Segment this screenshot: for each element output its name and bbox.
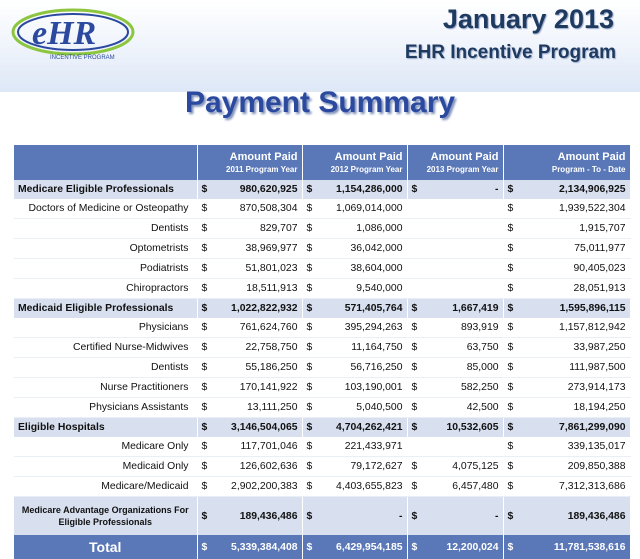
- row-label: Medicare Only: [14, 437, 197, 457]
- currency-symbol: $: [411, 541, 418, 553]
- currency-symbol: $: [306, 422, 313, 433]
- col-header-2013: [407, 145, 503, 180]
- currency-symbol: $: [507, 303, 514, 314]
- currency-symbol: $: [201, 441, 208, 452]
- amount: 63,750: [466, 342, 499, 353]
- amount: 2,902,200,383: [231, 481, 298, 492]
- currency-symbol: $: [201, 342, 208, 353]
- currency-symbol: $: [201, 243, 208, 254]
- currency-symbol: $: [507, 382, 514, 393]
- amount: 85,000: [466, 362, 499, 373]
- amount: 1,086,000: [356, 223, 403, 234]
- currency-symbol: $: [306, 184, 313, 195]
- currency-symbol: $: [306, 402, 313, 413]
- col-header-line2: 2012 Program Year: [330, 165, 403, 174]
- amount-cell-2011: [197, 299, 302, 319]
- header-blank-cell: [14, 145, 197, 180]
- amount: 18,194,250: [573, 402, 626, 413]
- currency-symbol: $: [507, 283, 514, 294]
- amount: 90,405,023: [573, 263, 626, 274]
- amount-cell-to-date: [503, 378, 630, 398]
- page-title: Payment Summary: [184, 86, 456, 119]
- table-header-row: [14, 145, 630, 180]
- currency-symbol: $: [507, 243, 514, 254]
- amount: 117,701,046: [240, 441, 298, 452]
- currency-symbol: $: [411, 382, 418, 393]
- amount: 2,134,906,925: [559, 184, 626, 195]
- currency-symbol: $: [507, 362, 514, 373]
- amount: 395,294,263: [344, 322, 403, 333]
- amount-cell-2011: [197, 259, 302, 279]
- currency-symbol: $: [507, 422, 514, 433]
- row-label: Chiropractors: [14, 279, 197, 299]
- amount-cell-2012: [302, 378, 407, 398]
- amount: 56,716,250: [350, 362, 403, 373]
- amount: 22,758,750: [245, 342, 298, 353]
- col-header-line1: Amount Paid: [557, 151, 626, 163]
- amount: 582,250: [460, 382, 499, 393]
- currency-symbol: $: [306, 223, 313, 234]
- amount: 75,011,977: [574, 243, 626, 254]
- currency-symbol: $: [306, 243, 313, 254]
- amount-cell-2012: [302, 239, 407, 259]
- table-row: [14, 199, 630, 219]
- amount-cell-2013: [407, 259, 503, 279]
- amount-cell-2011: [197, 477, 302, 497]
- currency-symbol: $: [411, 322, 418, 333]
- table-row: [14, 259, 630, 279]
- row-label: Physicians: [14, 318, 197, 338]
- ehr-logo: [8, 4, 138, 64]
- currency-symbol: $: [507, 510, 514, 522]
- currency-symbol: $: [507, 263, 514, 274]
- amount-cell-2012: [302, 497, 407, 536]
- currency-symbol: $: [507, 184, 514, 195]
- payment-summary-table: [14, 145, 631, 559]
- amount-cell-2012: [302, 477, 407, 497]
- currency-symbol: $: [507, 481, 514, 492]
- currency-symbol: $: [306, 303, 313, 314]
- amount-cell-2011: [197, 338, 302, 358]
- amount-cell-2013: [407, 497, 503, 536]
- row-label: Medicaid Eligible Professionals: [14, 299, 197, 319]
- row-label: Eligible Hospitals: [14, 418, 197, 438]
- table-row: [14, 239, 630, 259]
- amount-cell-2012: [302, 437, 407, 457]
- table-row: [14, 338, 630, 358]
- amount: 4,403,655,823: [336, 481, 403, 492]
- amount-cell-to-date: [503, 219, 630, 239]
- row-label: Medicare Advantage Organizations For Eligible Professionals: [14, 497, 197, 536]
- amount-cell-2013: [407, 437, 503, 457]
- amount: 9,540,000: [356, 283, 403, 294]
- currency-symbol: $: [411, 510, 418, 522]
- currency-symbol: $: [201, 283, 208, 294]
- amount-cell-2012: [302, 418, 407, 438]
- currency-symbol: $: [201, 422, 208, 433]
- currency-symbol: $: [201, 362, 208, 373]
- amount-cell-2011: [197, 180, 302, 199]
- table-row: [14, 378, 630, 398]
- amount-cell-2012: [302, 279, 407, 299]
- amount-cell-to-date: [503, 338, 630, 358]
- amount-cell-2012: [302, 299, 407, 319]
- ehr-logo-graphic: [8, 4, 138, 64]
- amount-cell-2011: [197, 378, 302, 398]
- table-row: [14, 358, 630, 378]
- amount: -: [399, 510, 403, 522]
- currency-symbol: $: [306, 541, 313, 553]
- amount: 5,339,384,408: [231, 541, 298, 553]
- amount: 103,190,001: [344, 382, 403, 393]
- amount-cell-2011: [197, 199, 302, 219]
- amount: -: [495, 510, 499, 522]
- amount: 4,704,262,421: [336, 422, 403, 433]
- currency-symbol: $: [201, 303, 208, 314]
- col-header-line2: 2011 Program Year: [226, 165, 298, 174]
- currency-symbol: $: [201, 541, 208, 553]
- total-label: Total: [14, 535, 197, 559]
- table-row: [14, 477, 630, 497]
- amount: 38,604,000: [350, 263, 403, 274]
- currency-symbol: $: [306, 441, 313, 452]
- currency-symbol: $: [201, 510, 208, 522]
- amount-cell-to-date: [503, 299, 630, 319]
- col-header-2011: [197, 145, 302, 180]
- amount: 33,987,250: [573, 342, 626, 353]
- row-label: Medicare Eligible Professionals: [14, 180, 197, 199]
- amount: 6,457,480: [452, 481, 499, 492]
- col-header-line2: Program - To - Date: [551, 165, 626, 174]
- amount-cell-2013: [407, 318, 503, 338]
- amount: 870,508,304: [239, 203, 298, 214]
- currency-symbol: $: [201, 184, 208, 195]
- row-label: Doctors of Medicine or Osteopathy: [14, 199, 197, 219]
- amount: -: [495, 184, 499, 195]
- amount-cell-2013: [407, 338, 503, 358]
- currency-symbol: $: [507, 322, 514, 333]
- amount-cell-2013: [407, 199, 503, 219]
- currency-symbol: $: [201, 263, 208, 274]
- col-header-line2: 2013 Program Year: [426, 165, 499, 174]
- amount: 1,595,896,115: [559, 303, 626, 314]
- amount: 221,433,971: [344, 441, 403, 452]
- amount-cell-2011: [197, 239, 302, 259]
- amount-cell-2012: [302, 318, 407, 338]
- amount-cell-2013: [407, 358, 503, 378]
- amount-cell-to-date: [503, 358, 630, 378]
- currency-symbol: $: [507, 441, 514, 452]
- amount: 170,141,922: [239, 382, 298, 393]
- amount-cell-to-date: [503, 437, 630, 457]
- amount-cell-2011: [197, 418, 302, 438]
- currency-symbol: $: [507, 402, 514, 413]
- amount: 3,146,504,065: [231, 422, 298, 433]
- currency-symbol: $: [306, 481, 313, 492]
- total-cell-2013: [407, 535, 503, 559]
- amount-cell-2011: [197, 318, 302, 338]
- currency-symbol: $: [306, 510, 313, 522]
- amount: 126,602,636: [239, 461, 298, 472]
- amount-cell-2013: [407, 457, 503, 477]
- currency-symbol: $: [411, 362, 418, 373]
- amount-cell-2011: [197, 398, 302, 418]
- currency-symbol: $: [201, 223, 208, 234]
- col-header-line1: Amount Paid: [430, 151, 499, 163]
- amount: 1,022,822,932: [231, 303, 298, 314]
- amount: 36,042,000: [350, 243, 403, 254]
- amount: 1,915,707: [579, 223, 626, 234]
- amount-cell-to-date: [503, 318, 630, 338]
- amount: 893,919: [460, 322, 499, 333]
- col-header-to-date: [503, 145, 630, 180]
- amount: 55,186,250: [245, 362, 298, 373]
- currency-symbol: $: [507, 342, 514, 353]
- amount-cell-2013: [407, 219, 503, 239]
- amount-cell-2013: [407, 418, 503, 438]
- amount-cell-to-date: [503, 199, 630, 219]
- amount-cell-to-date: [503, 259, 630, 279]
- amount: 12,200,024: [446, 541, 499, 553]
- amount: 7,861,299,090: [559, 422, 626, 433]
- amount: 209,850,388: [567, 461, 626, 472]
- amount-cell-2013: [407, 299, 503, 319]
- amount: 6,429,954,185: [336, 541, 403, 553]
- currency-symbol: $: [411, 481, 418, 492]
- currency-symbol: $: [306, 461, 313, 472]
- amount-cell-to-date: [503, 477, 630, 497]
- table-row: [14, 279, 630, 299]
- total-cell-to-date: [503, 535, 630, 559]
- amount: 5,040,500: [356, 402, 403, 413]
- currency-symbol: $: [411, 342, 418, 353]
- amount: 829,707: [259, 223, 298, 234]
- amount: 18,511,913: [246, 283, 298, 294]
- amount-cell-2012: [302, 180, 407, 199]
- amount: 1,939,522,304: [559, 203, 626, 214]
- currency-symbol: $: [201, 481, 208, 492]
- amount-cell-to-date: [503, 180, 630, 199]
- amount-cell-to-date: [503, 457, 630, 477]
- currency-symbol: $: [306, 382, 313, 393]
- amount-cell-to-date: [503, 497, 630, 536]
- amount-cell-2012: [302, 259, 407, 279]
- currency-symbol: $: [306, 322, 313, 333]
- amount-cell-2013: [407, 279, 503, 299]
- currency-symbol: $: [507, 203, 514, 214]
- total-cell-2012: [302, 535, 407, 559]
- amount-cell-to-date: [503, 279, 630, 299]
- currency-symbol: $: [306, 362, 313, 373]
- amount: 13,111,250: [247, 402, 298, 413]
- amount-cell-to-date: [503, 398, 630, 418]
- amount: 1,667,419: [452, 303, 499, 314]
- table-row: [14, 437, 630, 457]
- currency-symbol: $: [411, 461, 418, 472]
- logo-subtext: INCENTIVE PROGRAM: [50, 55, 115, 61]
- currency-symbol: $: [507, 461, 514, 472]
- table-row: [14, 457, 630, 477]
- amount-cell-to-date: [503, 418, 630, 438]
- currency-symbol: $: [411, 402, 418, 413]
- table-row: [14, 219, 630, 239]
- amount-cell-2011: [197, 437, 302, 457]
- row-label: Podiatrists: [14, 259, 197, 279]
- group-row: [14, 299, 630, 319]
- currency-symbol: $: [201, 461, 208, 472]
- currency-symbol: $: [306, 203, 313, 214]
- amount: 1,069,014,000: [336, 203, 403, 214]
- currency-symbol: $: [507, 541, 514, 553]
- amount: 7,312,313,686: [559, 481, 626, 492]
- amount-cell-2012: [302, 219, 407, 239]
- program-title: EHR Incentive Program: [404, 42, 616, 63]
- currency-symbol: $: [411, 184, 418, 195]
- table-row: [14, 318, 630, 338]
- row-label: Certified Nurse-Midwives: [14, 338, 197, 358]
- amount-cell-2013: [407, 180, 503, 199]
- amount: 79,172,627: [350, 461, 403, 472]
- amount-cell-2012: [302, 199, 407, 219]
- row-label: Medicare/Medicaid: [14, 477, 197, 497]
- currency-symbol: $: [411, 422, 418, 433]
- amount: 28,051,913: [573, 283, 626, 294]
- table-row: [14, 398, 630, 418]
- amount: 273,914,173: [567, 382, 626, 393]
- row-label: Dentists: [14, 358, 197, 378]
- group-row: [14, 418, 630, 438]
- amount-cell-2011: [197, 497, 302, 536]
- currency-symbol: $: [201, 402, 208, 413]
- amount-cell-2013: [407, 378, 503, 398]
- amount: 4,075,125: [452, 461, 499, 472]
- total-cell-2011: [197, 535, 302, 559]
- amount: 189,436,486: [567, 510, 626, 522]
- group-row: [14, 180, 630, 199]
- amount-cell-2011: [197, 358, 302, 378]
- amount-cell-2013: [407, 398, 503, 418]
- amount: 51,801,023: [245, 263, 298, 274]
- amount-cell-to-date: [503, 239, 630, 259]
- group-row: [14, 497, 630, 536]
- amount: 42,500: [466, 402, 499, 413]
- amount-cell-2011: [197, 219, 302, 239]
- amount-cell-2013: [407, 477, 503, 497]
- row-label: Medicaid Only: [14, 457, 197, 477]
- row-label: Optometrists: [14, 239, 197, 259]
- row-label: Nurse Practitioners: [14, 378, 197, 398]
- currency-symbol: $: [306, 263, 313, 274]
- row-label: Physicians Assistants: [14, 398, 197, 418]
- col-header-line1: Amount Paid: [334, 151, 403, 163]
- currency-symbol: $: [411, 303, 418, 314]
- amount-cell-2012: [302, 358, 407, 378]
- amount: 189,436,486: [239, 510, 298, 522]
- amount: 1,157,812,942: [559, 322, 626, 333]
- table-body: [14, 180, 630, 535]
- row-label: Dentists: [14, 219, 197, 239]
- amount: 11,164,750: [351, 342, 403, 353]
- currency-symbol: $: [306, 283, 313, 294]
- currency-symbol: $: [306, 342, 313, 353]
- amount-cell-2011: [197, 457, 302, 477]
- logo-text: eHR: [32, 15, 97, 52]
- currency-symbol: $: [507, 223, 514, 234]
- currency-symbol: $: [201, 382, 208, 393]
- amount: 761,624,760: [239, 322, 298, 333]
- amount: 38,969,977: [245, 243, 298, 254]
- amount: 1,154,286,000: [336, 184, 403, 195]
- col-header-2012: [302, 145, 407, 180]
- amount: 111,987,500: [569, 362, 626, 373]
- amount: 10,532,605: [446, 422, 499, 433]
- col-header-line1: Amount Paid: [229, 151, 298, 163]
- date-title: January 2013: [442, 4, 614, 34]
- amount-cell-2012: [302, 457, 407, 477]
- amount-cell-2012: [302, 338, 407, 358]
- currency-symbol: $: [201, 203, 208, 214]
- currency-symbol: $: [201, 322, 208, 333]
- amount-cell-2013: [407, 239, 503, 259]
- amount: 571,405,764: [344, 303, 403, 314]
- amount: 980,620,925: [239, 184, 298, 195]
- amount: 339,135,017: [567, 441, 626, 452]
- amount-cell-2012: [302, 398, 407, 418]
- amount-cell-2011: [197, 279, 302, 299]
- amount: 11,781,538,616: [553, 541, 626, 553]
- total-row: [14, 535, 630, 559]
